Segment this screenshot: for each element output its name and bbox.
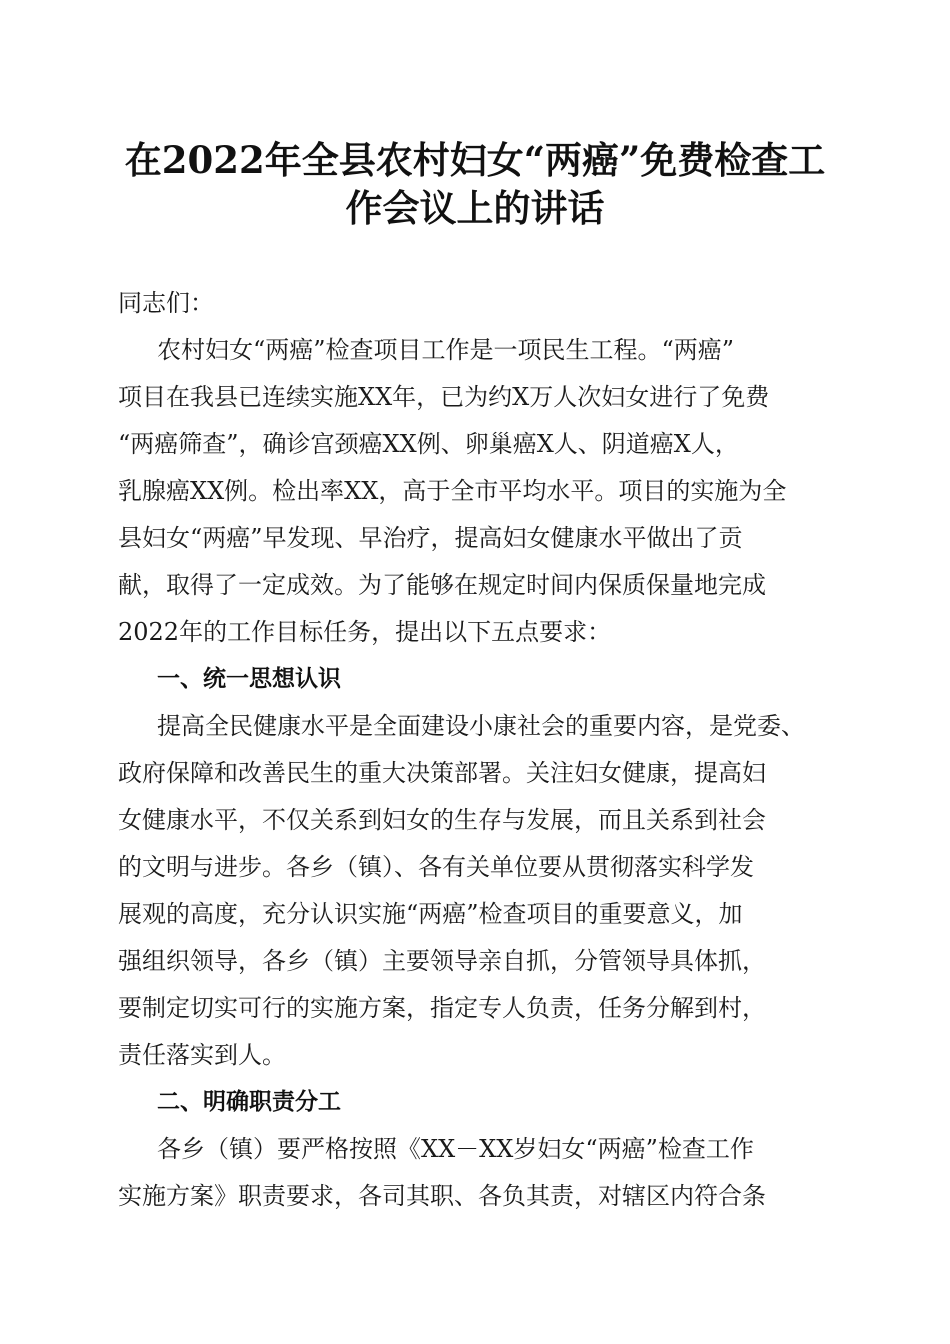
- salutation: 同志们：: [118, 289, 214, 317]
- paragraph-line: 责任落实到人。: [118, 1041, 286, 1069]
- paragraph-line: 献，取得了一定成效。为了能够在规定时间内保质保量地完成: [118, 571, 766, 599]
- paragraph-line: 要制定切实可行的实施方案，指定专人负责，任务分解到村，: [118, 994, 766, 1022]
- paragraph-line: 提高全民健康水平是全面建设小康社会的重要内容，是党委、: [157, 712, 805, 740]
- paragraph-line: 政府保障和改善民生的重大决策部署。关注妇女健康，提高妇: [118, 759, 766, 787]
- section1-paragraph: [118, 703, 838, 1079]
- section-heading: 二、明确职责分工: [157, 1089, 341, 1115]
- paragraph-line: 项目在我县已连续实施XX年，已为约X万人次妇女进行了免费: [118, 383, 770, 411]
- paragraph-line: 乳腺癌XX例。检出率XX，高于全市平均水平。项目的实施为全: [118, 477, 787, 505]
- paragraph-line: 2022年的工作目标任务，提出以下五点要求：: [118, 618, 612, 646]
- paragraph-line: 实施方案》职责要求，各司其职、各负其责，对辖区内符合条: [118, 1182, 766, 1210]
- title-line: 在2022年全县农村妇女“两癌”免费检查工: [124, 138, 826, 182]
- section2-paragraph: [118, 1126, 838, 1220]
- section-heading: 一、统一思想认识: [157, 666, 341, 692]
- paragraph-line: 县妇女“两癌”早发现、早治疗，提高妇女健康水平做出了贡: [118, 524, 743, 552]
- document-body: [118, 280, 838, 1220]
- title-line: 作会议上的讲话: [345, 186, 605, 230]
- paragraph-line: “两癌筛查”，确诊宫颈癌XX例、卵巢癌X人、阴道癌X人，: [118, 430, 739, 458]
- paragraph-line: 的文明与进步。各乡（镇）、各有关单位要从贯彻落实科学发: [118, 853, 754, 881]
- paragraph-line: 女健康水平，不仅关系到妇女的生存与发展，而且关系到社会: [118, 806, 766, 834]
- paragraph-line: 展观的高度，充分认识实施“两癌”检查项目的重要意义，加: [118, 900, 743, 928]
- intro-paragraph: [118, 327, 838, 656]
- paragraph-line: 各乡（镇）要严格按照《XX－XX岁妇女“两癌”检查工作: [157, 1135, 754, 1163]
- paragraph-line: 农村妇女“两癌”检查项目工作是一项民生工程。“两癌”: [157, 336, 735, 364]
- paragraph-line: 强组织领导，各乡（镇）主要领导亲自抓，分管领导具体抓，: [118, 947, 766, 975]
- document-title: [100, 136, 850, 232]
